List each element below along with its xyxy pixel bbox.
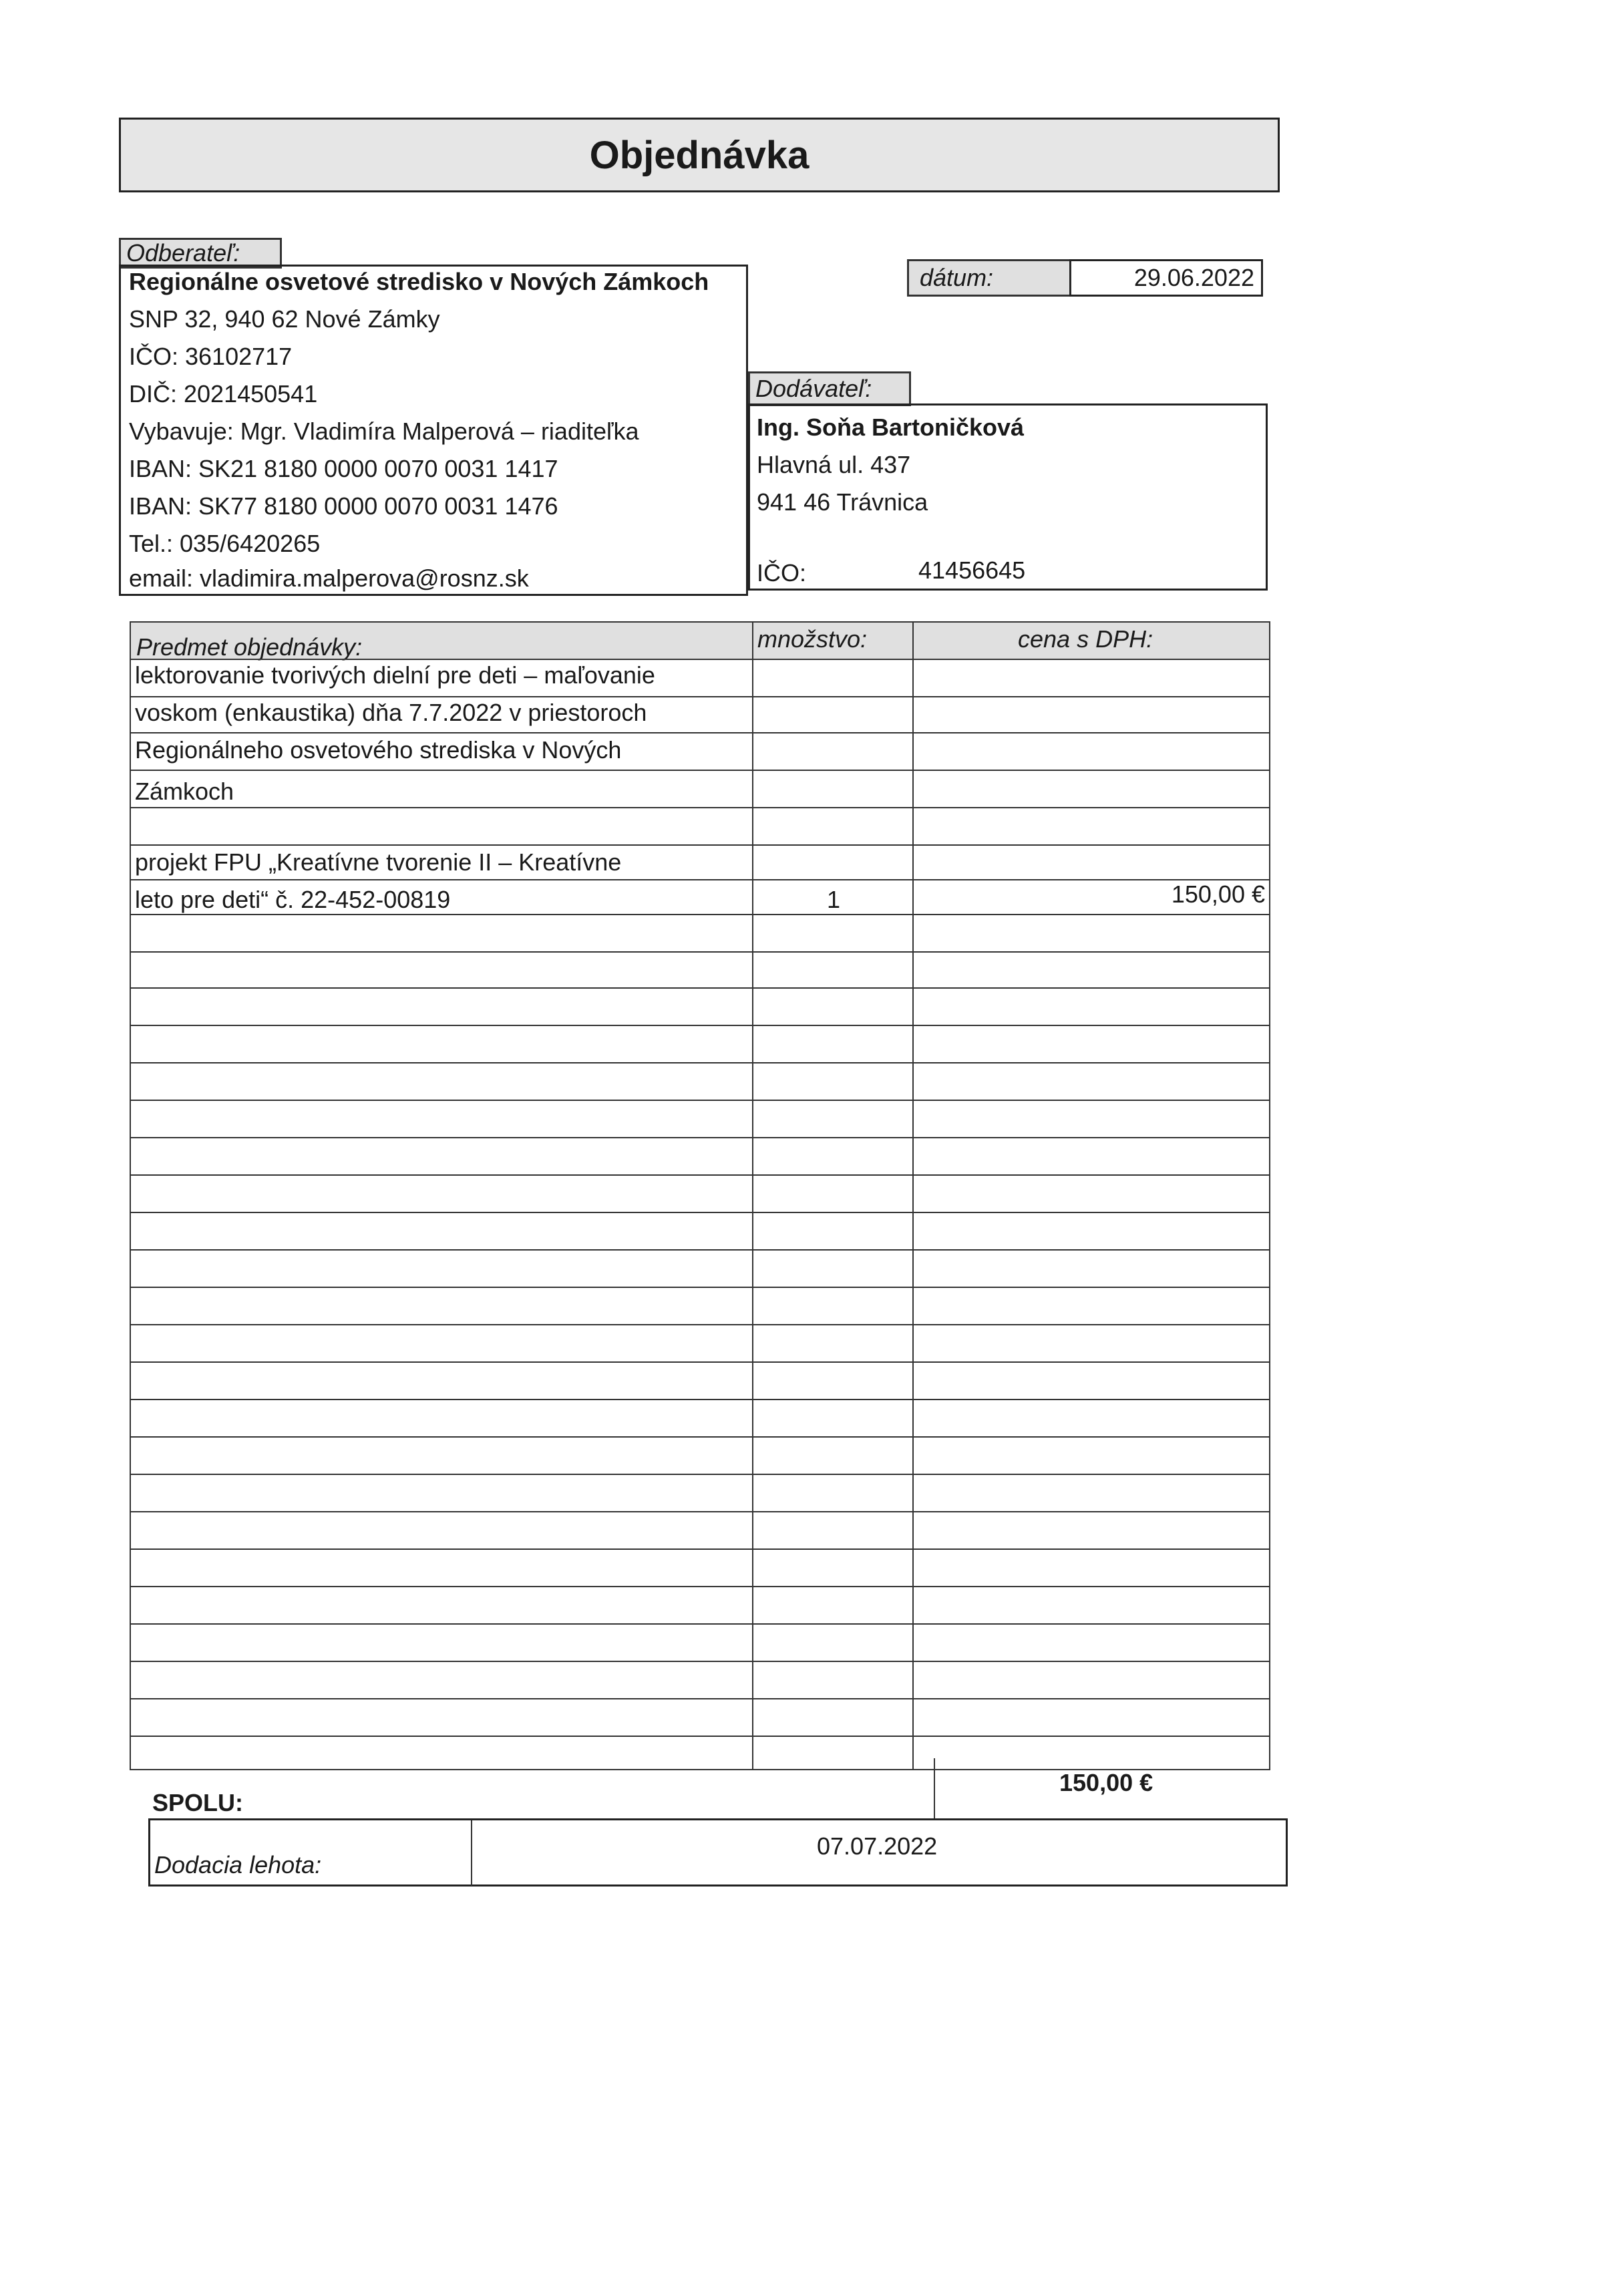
table-row-line — [130, 1623, 1270, 1625]
row-subject-3: Regionálneho osvetového strediska v Nových — [135, 736, 622, 764]
customer-iban-1: IBAN: SK21 8180 0000 0070 0031 1417 — [129, 455, 558, 482]
table-row-line — [130, 987, 1270, 989]
supplier-ico-value: 41456645 — [918, 556, 1026, 584]
table-row-line — [130, 1736, 1270, 1737]
supplier-ico-label: IČO: — [757, 559, 807, 587]
table-row-line — [130, 1436, 1270, 1438]
row-subject-7: leto pre deti“ č. 22-452-00819 — [135, 886, 451, 913]
table-row-line — [130, 1025, 1270, 1026]
table-row-line — [130, 1324, 1270, 1325]
table-row-line — [130, 770, 1270, 771]
table-row-line — [130, 1212, 1270, 1213]
row-quantity-7: 1 — [827, 886, 841, 913]
table-row-line — [130, 732, 1270, 733]
header-subject: Predmet objednávky: — [136, 633, 363, 661]
table-top-border — [130, 621, 1270, 623]
header-price: cena s DPH: — [1018, 625, 1153, 653]
table-row-line — [130, 1474, 1270, 1475]
total-row — [148, 1758, 1290, 1820]
customer-box — [119, 265, 748, 596]
row-subject-1: lektorovanie tvorivých dielní pre deti – maľovanie — [135, 661, 655, 689]
table-row-line — [130, 1511, 1270, 1512]
customer-ico: IČO: 36102717 — [129, 343, 293, 370]
column-divider-price — [912, 621, 914, 1770]
row-price-7: 150,00 € — [1171, 880, 1265, 908]
supplier-label: Dodávateľ: — [748, 371, 911, 406]
delivery-divider — [471, 1820, 472, 1886]
date-value: 29.06.2022 — [1133, 264, 1254, 291]
table-row-line — [130, 807, 1270, 808]
table-row-line — [130, 1100, 1270, 1101]
table-row-line — [130, 879, 1270, 880]
row-subject-6: projekt FPU „Kreatívne tvorenie II – Kreatívne — [135, 848, 622, 876]
table-row-line — [130, 1399, 1270, 1400]
table-row-line — [130, 1361, 1270, 1363]
customer-contact-person: Vybavuje: Mgr. Vladimíra Malperová – riaditeľka — [129, 418, 639, 445]
table-row-line — [130, 1137, 1270, 1138]
supplier-street: Hlavná ul. 437 — [757, 451, 911, 478]
customer-label: Odberateľ: — [119, 238, 282, 269]
table-row-line — [130, 844, 1270, 846]
table-row-line — [130, 914, 1270, 915]
row-subject-4: Zámkoch — [135, 778, 234, 805]
delivery-label: Dodacia lehota: — [154, 1851, 322, 1878]
supplier-city: 941 46 Trávnica — [757, 488, 928, 516]
table-right-border — [1269, 621, 1270, 1770]
customer-dic: DIČ: 2021450541 — [129, 380, 318, 407]
total-label: SPOLU: — [152, 1789, 244, 1816]
table-row-line — [130, 1586, 1270, 1587]
table-row-line — [130, 1661, 1270, 1662]
table-row-line — [130, 1174, 1270, 1176]
table-row-line — [130, 659, 1270, 660]
customer-phone: Tel.: 035/6420265 — [129, 530, 321, 557]
table-row-line — [130, 696, 1270, 697]
table-row-line — [130, 1249, 1270, 1251]
column-divider-quantity — [752, 621, 753, 1770]
supplier-name: Ing. Soňa Bartoničková — [757, 414, 1025, 441]
table-row-line — [130, 1287, 1270, 1288]
customer-name: Regionálne osvetové stredisko v Nových Zámkoch — [129, 268, 709, 295]
date-value-box — [1069, 259, 1263, 297]
date-label: dátum: — [907, 259, 1071, 297]
table-row-line — [130, 1062, 1270, 1063]
document-title: Objednávka — [119, 118, 1280, 192]
customer-iban-2: IBAN: SK77 8180 0000 0070 0031 1476 — [129, 492, 558, 520]
supplier-box — [748, 403, 1268, 591]
header-quantity: množstvo: — [757, 625, 868, 653]
customer-address: SNP 32, 940 62 Nové Zámky — [129, 305, 440, 333]
total-divider — [934, 1758, 935, 1820]
delivery-row — [148, 1818, 1288, 1887]
table-row-line — [130, 1548, 1270, 1550]
table-row-line — [130, 951, 1270, 953]
row-subject-2: voskom (enkaustika) dňa 7.7.2022 v priestoroch — [135, 699, 647, 726]
customer-email: email: vladimira.malperova@rosnz.sk — [129, 564, 529, 592]
total-value: 150,00 € — [1059, 1769, 1153, 1796]
table-left-border — [130, 621, 131, 1770]
table-row-line — [130, 1698, 1270, 1699]
items-table — [130, 621, 1270, 1770]
delivery-value: 07.07.2022 — [817, 1832, 938, 1860]
